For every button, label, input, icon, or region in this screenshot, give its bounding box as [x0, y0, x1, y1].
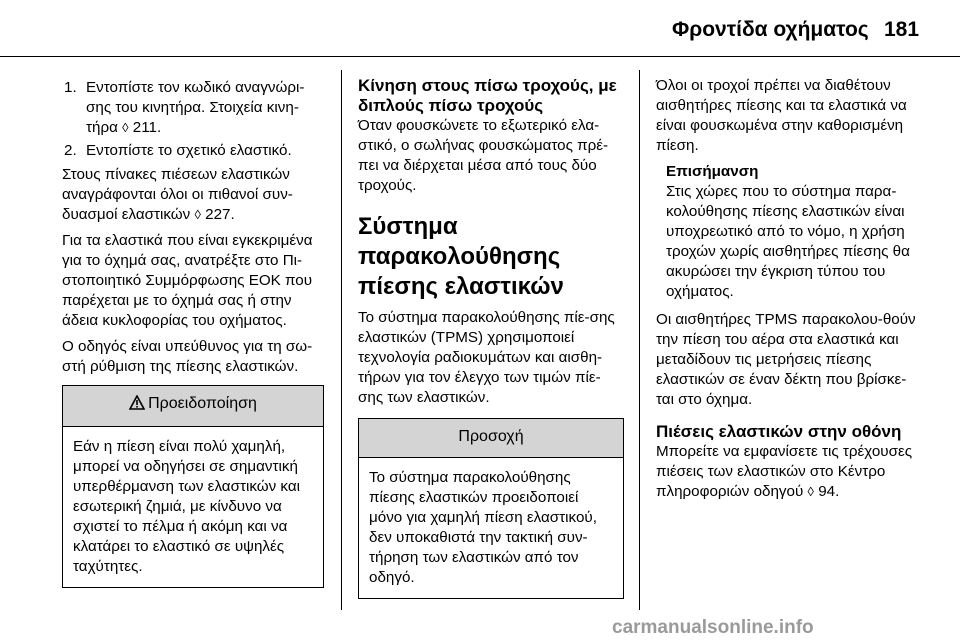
- section-heading: Σύστημα παρακολούθησης πίεσης ελαστικών: [358, 213, 564, 300]
- note-title: Επισήμανση: [666, 163, 759, 180]
- paragraph: Το σύστημα παρακολούθησης πίε-σης ελαστικών (TPMS) χρησιμοποιεί τεχνολογία ραδιοκυμάτων και αισθη-τήρων για τον έλεγχο των τιμών πίε-σης των ελαστικών.: [358, 309, 615, 406]
- warning-box: [62, 385, 324, 588]
- caution-header: Προσοχή: [359, 419, 623, 458]
- warning-title: Προειδοποίηση: [148, 395, 257, 412]
- column-1: [62, 78, 324, 588]
- caution-box: [358, 418, 624, 599]
- page-reference[interactable]: 211.: [132, 119, 162, 136]
- reference-arrow-icon: ◊: [807, 484, 814, 499]
- warning-header: [63, 386, 323, 427]
- paragraph: Όλοι οι τροχοί πρέπει να διαθέτουν αισθητήρες πίεσης και τα ελαστικά να είναι φουσκωμένα στην καθορισμένη πίεση.: [656, 77, 907, 154]
- header-divider: [0, 56, 960, 57]
- page-reference[interactable]: 94.: [818, 483, 840, 500]
- column-3: [656, 76, 924, 508]
- warning-triangle-icon: [129, 395, 145, 416]
- column-divider-2: [639, 70, 640, 610]
- paragraph: Για τα ελαστικά που είναι εγκεκριμένα για το όχημά σας, ανατρέξτε στο Πι-στοποιητικό Συμμόρφωσης ΕΟΚ που παρέχεται με το όχημά σας ή στην άδεια κυκλοφορίας του οχήματος.: [62, 232, 313, 329]
- page-title: Φροντίδα οχήματος: [672, 18, 869, 41]
- reference-arrow-icon: ◊: [122, 120, 129, 135]
- reference-arrow-icon: ◊: [194, 207, 201, 222]
- caution-body: Το σύστημα παρακολούθησης πίεσης ελαστικών προειδοποιεί μόνο για χαμηλή πίεση ελαστικού, δεν υποκαθιστά την τακτική συν-τήρηση των ελαστικών από τον οδηγό.: [369, 469, 597, 586]
- list-item: [62, 78, 324, 138]
- list-text: Εντοπίστε τον κωδικό αναγνώρι-σης του κινητήρα. Στοιχεία κινη-τήρα: [86, 79, 305, 136]
- paragraph: [656, 442, 924, 502]
- paragraph-text: Στους πίνακες πιέσεων ελαστικών αναγράφονται όλοι οι πιθανοί συν-δυασμοί ελαστικών: [62, 166, 293, 223]
- note-block: [656, 162, 924, 302]
- paragraph: Ο οδηγός είναι υπεύθυνος για τη σω-στή ρύθμιση της πίεσης ελαστικών.: [62, 338, 313, 375]
- list-number: 2.: [64, 142, 77, 159]
- watermark-text: carmanualsonline.info: [612, 617, 814, 638]
- paragraph: [62, 165, 324, 225]
- note-body: Στις χώρες που το σύστημα παρα-κολούθησης πίεσης ελαστικών είναι υποχρεωτικό από το νόμο, η χρήση τροχών χωρίς αισθητήρες πίεσης θα ακυρώσει την έγκριση τύπου του οχήματος.: [666, 183, 910, 300]
- column-2: [358, 76, 624, 599]
- subsection-heading: Κίνηση στους πίσω τροχούς, με διπλούς πίσω τροχούς: [358, 76, 617, 115]
- list-text: Εντοπίστε το σχετικό ελαστικό.: [86, 142, 292, 159]
- column-divider-1: [341, 70, 342, 610]
- paragraph: Οι αισθητήρες TPMS παρακολου-θούν την πίεση του αέρα στα ελαστικά και μεταδίδουν τις μετρήσεις πίεσης ελαστικών σε έναν δέκτη που βρίσκε-ται στο όχημα.: [656, 311, 916, 408]
- page-reference[interactable]: 227.: [205, 206, 235, 223]
- subsection-heading: Πιέσεις ελαστικών στην οθόνη: [656, 422, 902, 441]
- paragraph-text: Μπορείτε να εμφανίσετε τις τρέχουσες πιέσεις των ελαστικών στο Κέντρο πληροφοριών οδηγού: [656, 443, 913, 500]
- steps-list: [62, 78, 324, 161]
- paragraph: Όταν φουσκώνετε το εξωτερικό ελα-στικό, ο σωλήνας φουσκώματος πρέ-πει να διέρχεται μέσα από τους δύο τροχούς.: [358, 117, 609, 194]
- list-item: [62, 141, 324, 161]
- list-number: 1.: [64, 79, 77, 96]
- page-number: 181: [884, 18, 920, 41]
- warning-body: Εάν η πίεση είναι πολύ χαμηλή, μπορεί να οδηγήσει σε σημαντική υπερθέρμανση των ελαστικών και εσωτερική ζημιά, με κίνδυνο να σχιστεί το πέλμα ή ακόμη και να κλατάρει το ελαστικό σε υψηλές ταχύτητες.: [73, 438, 300, 575]
